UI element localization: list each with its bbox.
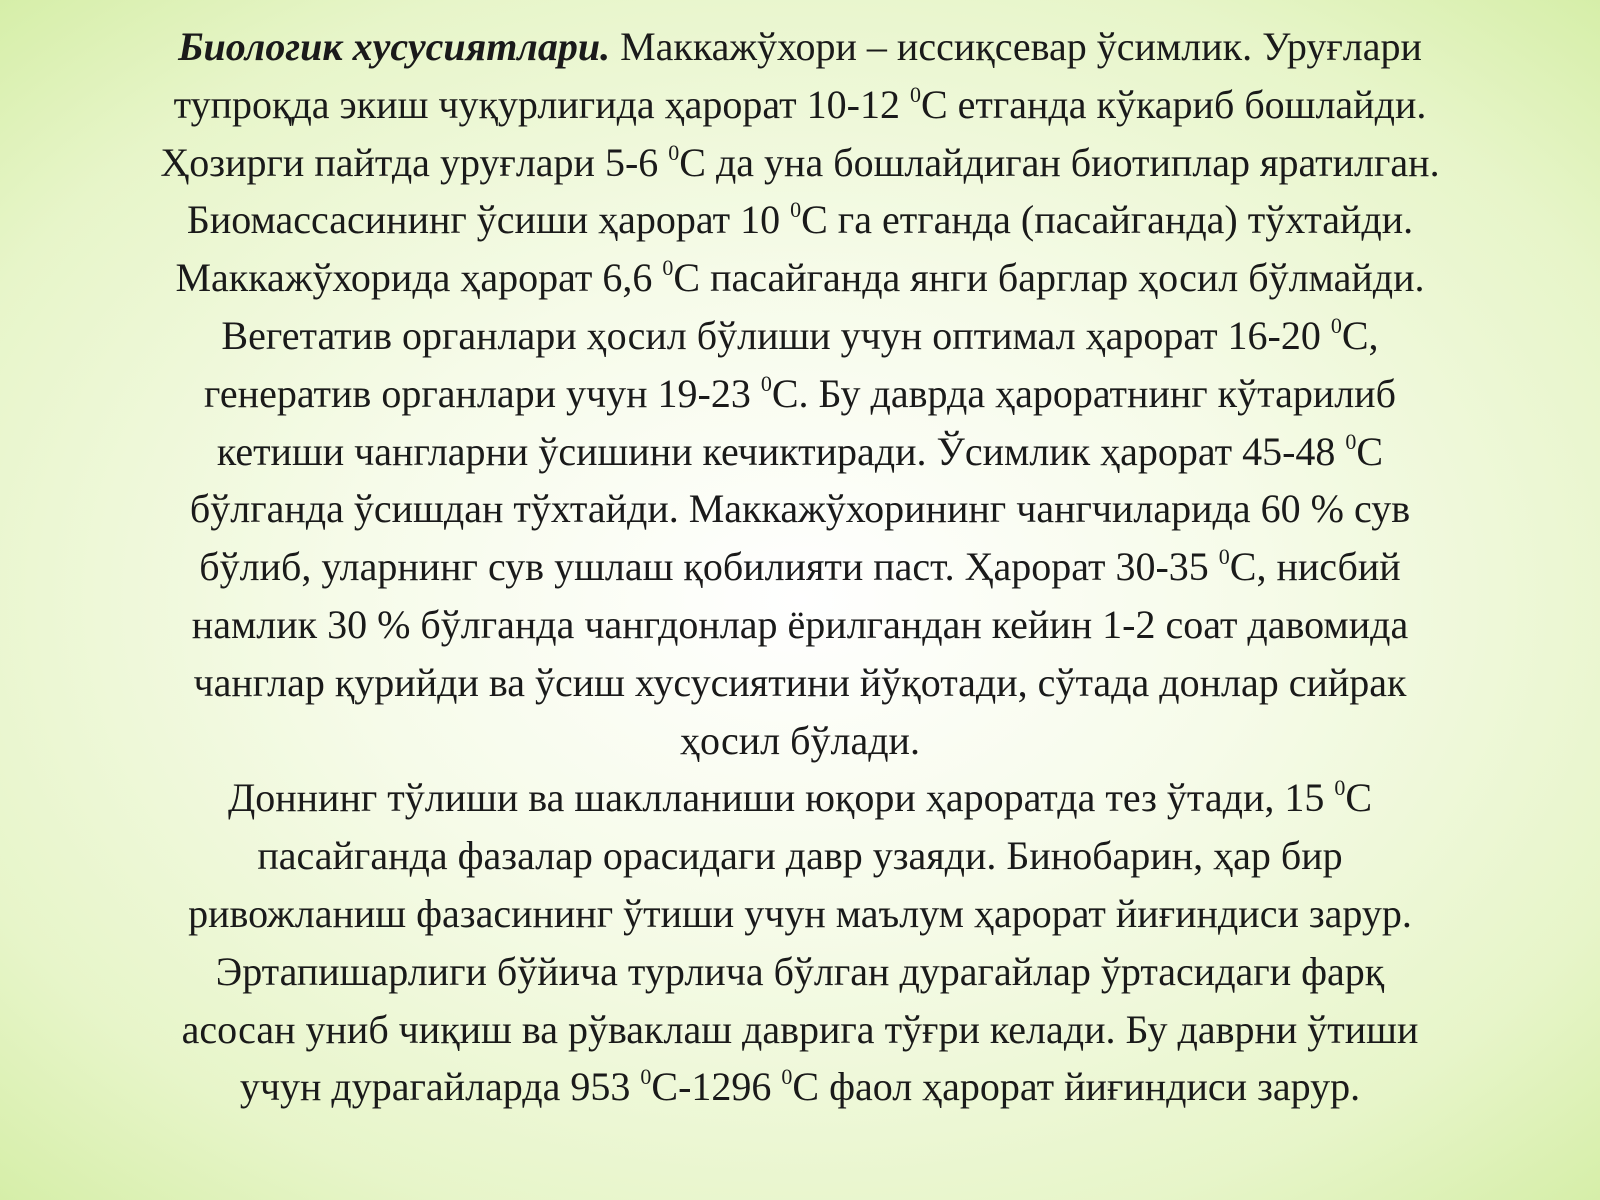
degree-mark: 0 [790, 197, 802, 223]
text-line-13: ҳосил бўлади. [680, 717, 920, 763]
text-line-10: бўлиб, уларнинг сув ушлаш қобилияти паст. Ҳарорат 30-35 $^0$С, нисбий [199, 544, 1401, 590]
text-line-16: ривожланиш фазасининг ўтиши учун маълум ҳарорат йиғиндиси зарур. [188, 890, 1412, 936]
degree-mark: 0 [909, 81, 921, 107]
text-line-15: пасайганда фазалар орасидаги давр узаяди. Бинобарин, ҳар бир [257, 833, 1343, 879]
text-line-7: генератив органлари учун 19-23 $^0$С. Бу даврда ҳароратнинг кўтарилиб [204, 370, 1396, 416]
text-line-8: кетиши чангларни ўсишини кечиктиради. Ўсимлик ҳарорат 45-48 $^0$С [216, 428, 1384, 474]
degree-mark: 0 [781, 1064, 793, 1090]
text-line-3: Ҳозирги пайтда уруғлари 5-6 $^0$С да уна бошлайдиган биотиплар яратилган. [160, 139, 1440, 185]
text-line-2: тупроқда экиш чуқурлигида ҳарорат 10-12 $^0$С етганда кўкариб бошлайди. [173, 81, 1427, 127]
degree-mark: 0 [1334, 775, 1346, 801]
text-line-11: намлик 30 % бўлганда чангдонлар ёрилгандан кейин 1-2 соат давомида [191, 601, 1409, 647]
degree-mark: 0 [662, 255, 674, 281]
body-text [20, 18, 1580, 1116]
text-line-14: Доннинг тўлиши ва шаклланиши юқори ҳароратда тез ўтади, 15 $^0$С [227, 775, 1373, 821]
text-line-12: чанглар қурийди ва ўсиш хусусиятини йўқотади, сўтада донлар сийрак [193, 659, 1407, 705]
text-line-5: Маккажўхорида ҳарорат 6,6 $^0$С пасайганда янги барглар ҳосил бўлмайди. [175, 255, 1425, 301]
text-line-18: асосан униб чиқиш ва рўваклаш даврига тўғри келади. Бу даврни ўтиши [181, 1006, 1419, 1052]
degree-mark: 0 [1345, 428, 1357, 454]
text-line-4: Биомассасининг ўсиши ҳарорат 10 $^0$С га етганда (пасайганда) тўхтайди. [186, 197, 1414, 243]
degree-mark: 0 [668, 139, 680, 165]
text-line-17: Эртапишарлиги бўйича турлича бўлган дурагайлар ўртасидаги фарқ [215, 948, 1385, 994]
text-line-6: Вегетатив органлари ҳосил бўлиши учун оптимал ҳарорат 16-20 $^0$С, [221, 312, 1379, 358]
degree-mark: 0 [760, 370, 772, 396]
text-line-19: учун дурагайларда 953 $^0$С-1296 $^0$С фаол ҳарорат йиғиндиси зарур. [239, 1064, 1361, 1110]
degree-mark: 0 [1330, 312, 1342, 338]
degree-mark: 0 [1218, 544, 1230, 570]
section-heading: Биологик хусусиятлари. [178, 24, 611, 69]
degree-mark: 0 [640, 1064, 652, 1090]
text-line-1: Биологик хусусиятлари. Маккажўхори – иссиқсевар ўсимлик. Уруғлари [178, 24, 1422, 69]
text-line-9: бўлганда ўсишдан тўхтайди. Маккажўхорининг чангчиларида 60 % сув [189, 486, 1411, 532]
